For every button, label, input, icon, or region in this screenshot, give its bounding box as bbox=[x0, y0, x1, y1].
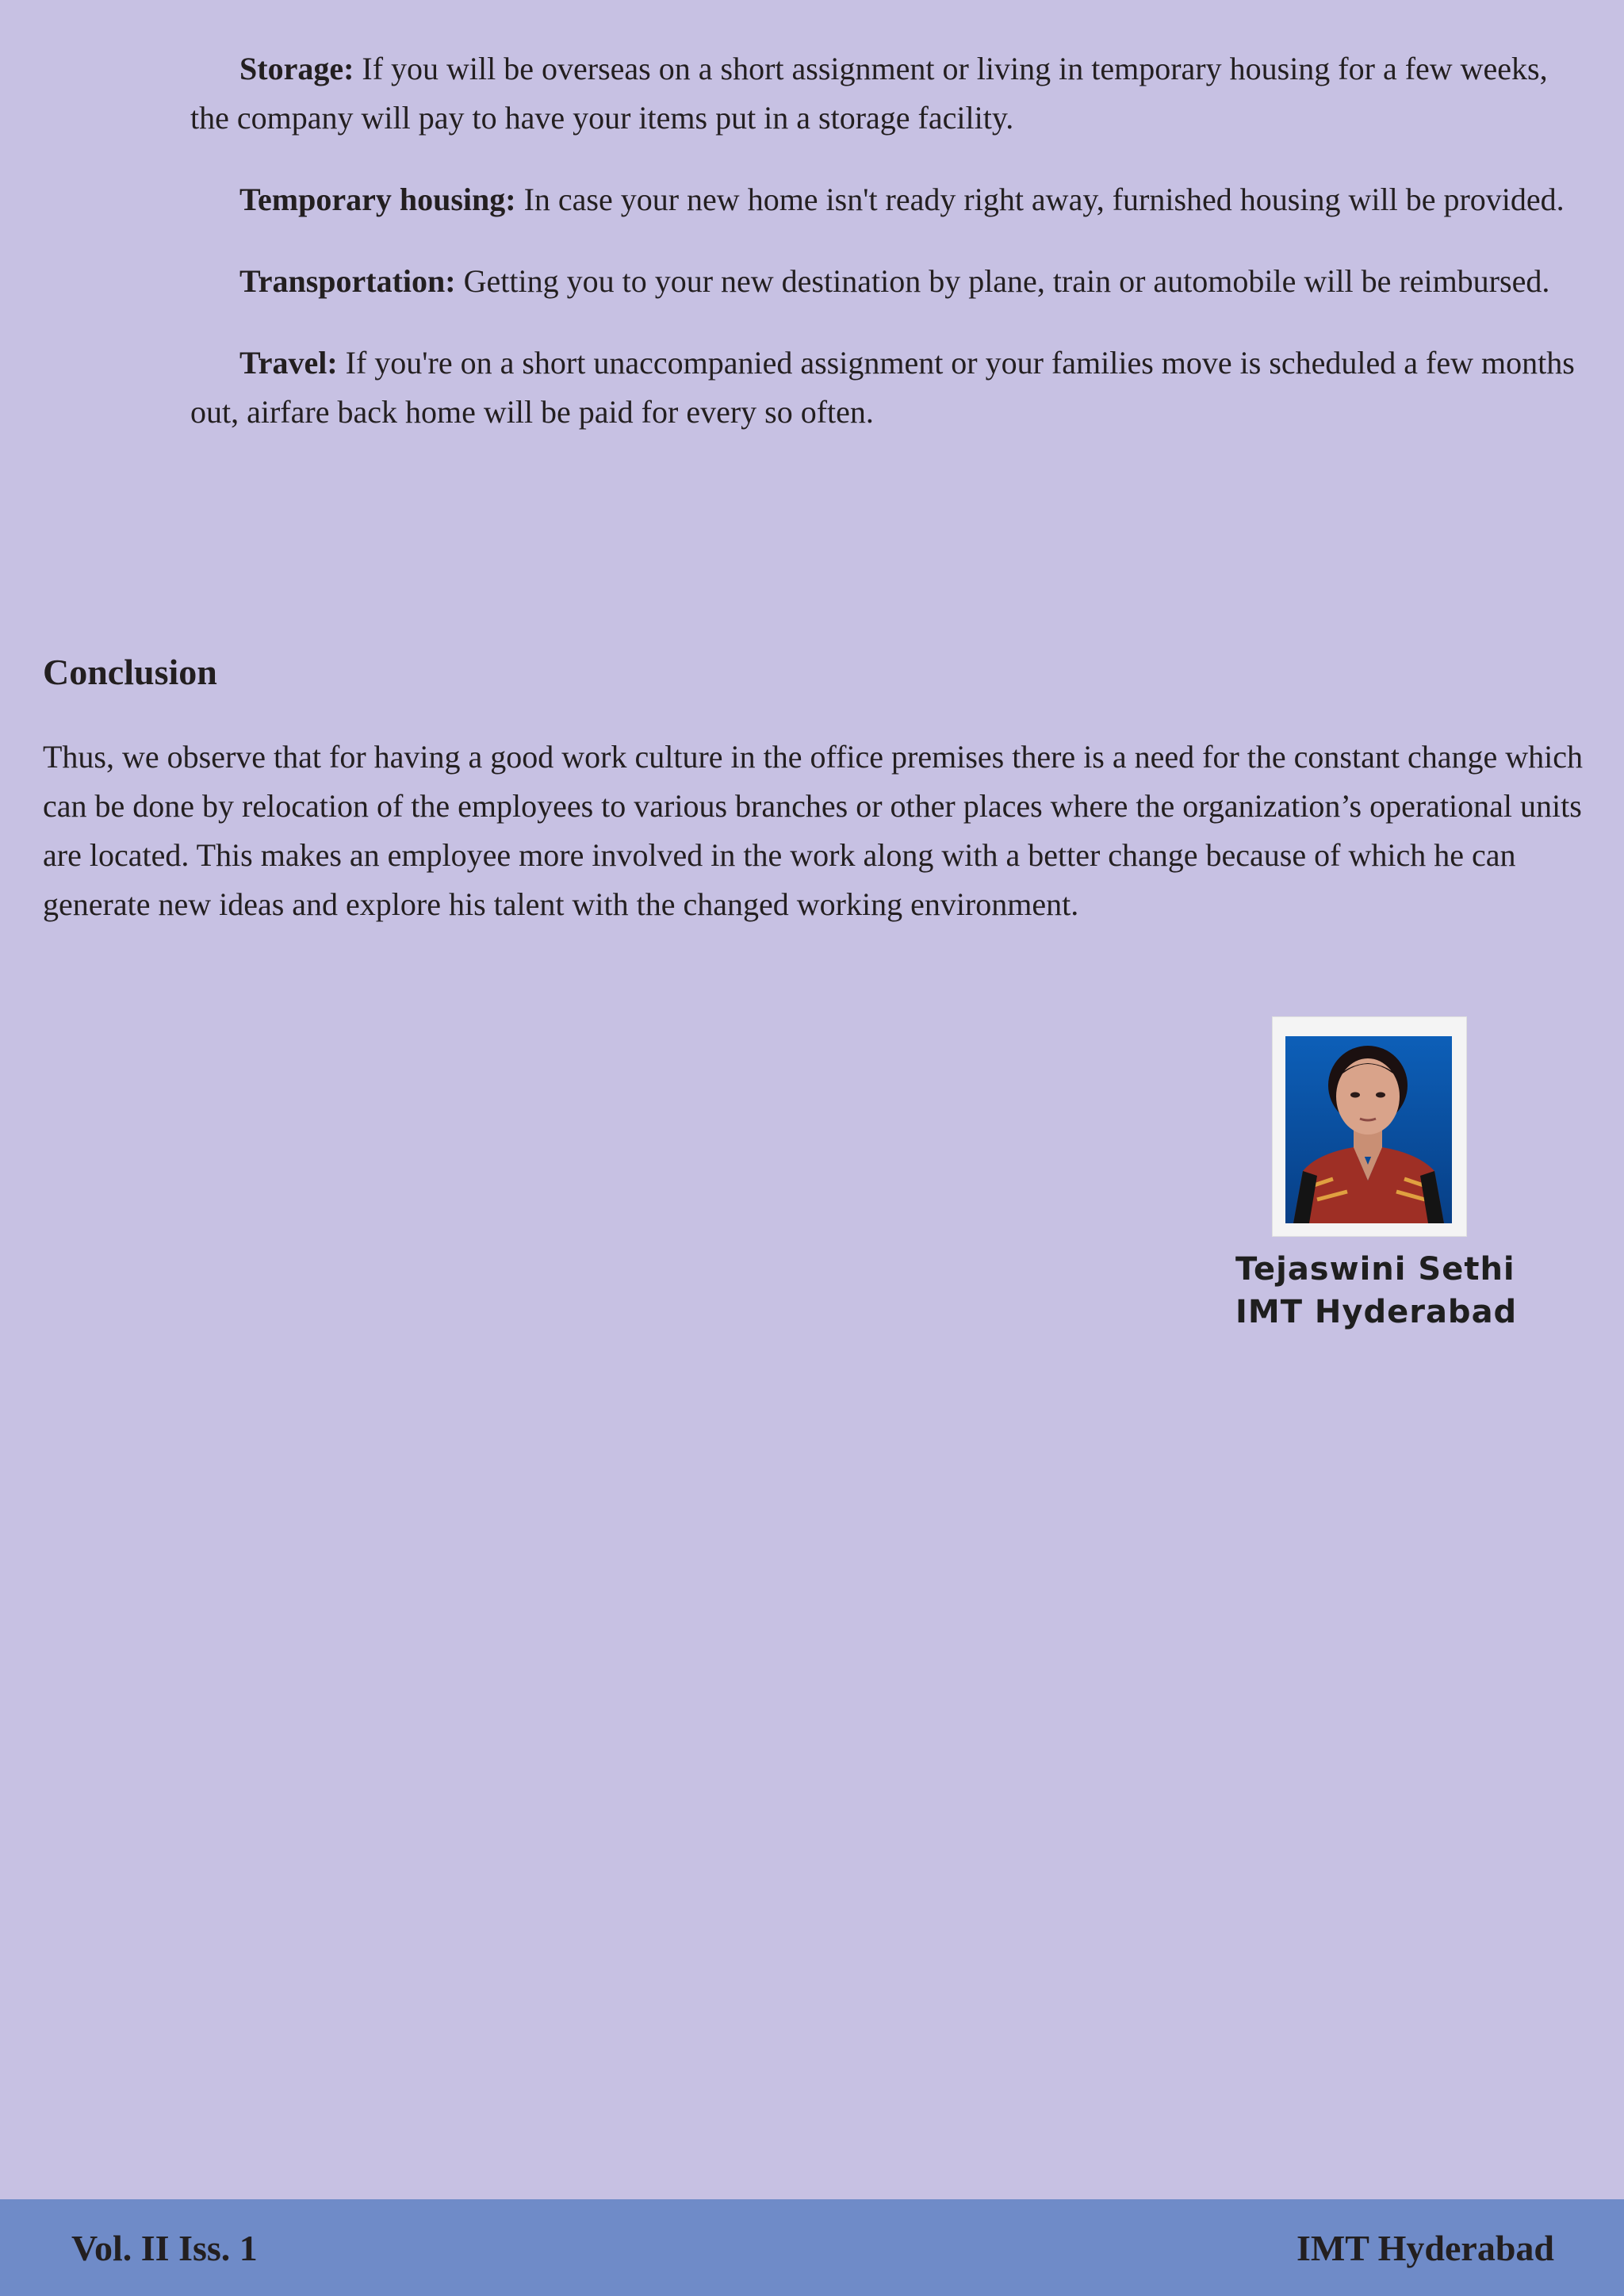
benefit-term: Transportation: bbox=[239, 263, 456, 299]
benefit-temporary-housing bbox=[190, 175, 1586, 224]
footer-volume-issue: Vol. II Iss. 1 bbox=[71, 2228, 258, 2268]
relocation-benefits-list bbox=[190, 44, 1586, 469]
benefit-text: If you're on a short unaccompanied assignment or your families move is scheduled a few months out, airfare back home will be paid for every so often. bbox=[190, 345, 1575, 430]
author-photo bbox=[1285, 1036, 1452, 1223]
conclusion-heading: Conclusion bbox=[43, 652, 217, 692]
benefit-term: Temporary housing: bbox=[239, 182, 516, 217]
page-footer bbox=[0, 2199, 1624, 2296]
benefit-term: Travel: bbox=[239, 345, 338, 381]
person-portrait-icon bbox=[1285, 1036, 1452, 1223]
benefit-storage bbox=[190, 44, 1586, 143]
benefit-text: In case your new home isn't ready right away, furnished housing will be provided. bbox=[515, 182, 1565, 217]
benefit-transportation bbox=[190, 257, 1586, 306]
author-affiliation: IMT Hyderabad bbox=[1235, 1294, 1518, 1330]
benefit-text: Getting you to your new destination by plane, train or automobile will be reimbursed. bbox=[455, 263, 1550, 299]
conclusion-paragraph: Thus, we observe that for having a good work culture in the office premises there is a need for the constant change which can be done by relocation of the employees to various branches or other places where the organization’s operational units are located. This makes an employee more involved in the work along with a better change because of which he can generate new ideas and explore his talent with the changed working environment. bbox=[43, 739, 1583, 922]
author-photo-frame bbox=[1272, 1016, 1467, 1237]
benefit-text: If you will be overseas on a short assignment or living in temporary housing for a few weeks, the company will pay to have your items put in a storage facility. bbox=[190, 51, 1548, 136]
benefit-term: Storage: bbox=[239, 51, 354, 86]
benefit-travel bbox=[190, 339, 1586, 437]
footer-institution: IMT Hyderabad bbox=[1296, 2228, 1554, 2268]
author-name: Tejaswini Sethi bbox=[1235, 1251, 1515, 1288]
